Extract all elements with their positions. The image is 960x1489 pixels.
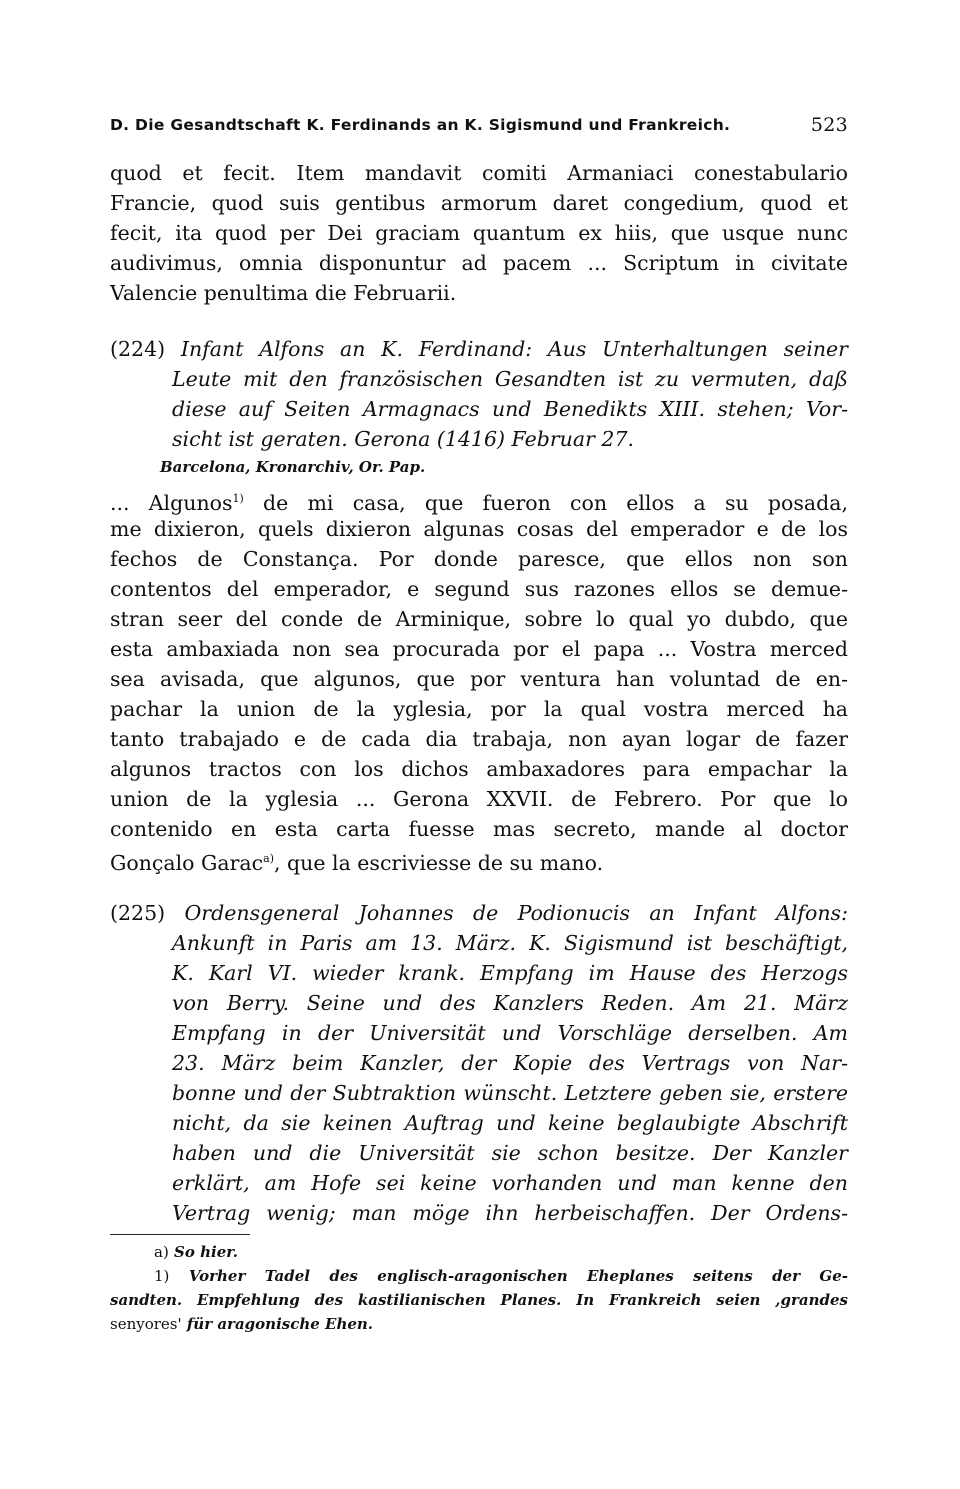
heading-line: Ankunft in Paris am 13. März. K. Sigismund ist beschäftigt, — [172, 931, 848, 955]
text-line-start: Gonçalo Garac — [110, 850, 264, 875]
footnote-a-text: So hier. — [174, 1243, 238, 1261]
doc224-text — [110, 484, 848, 874]
text-line: union de la yglesia ... Gerona XXVII. de Febrero. Por que lo — [110, 787, 848, 811]
heading-line: von Berry. Seine und des Kanzlers Reden. Am 21. März — [172, 991, 848, 1015]
footnotes — [110, 1240, 848, 1336]
text-line-rest: de mi casa, que fueron con ellos a su posada, — [263, 490, 848, 515]
text-line: algunos tractos con los dichos ambaxadores para empachar la — [110, 757, 848, 781]
heading-line: sicht ist geraten. Gerona (1416) Februar 27. — [172, 427, 635, 451]
text-line: Valencie penultima die Februarii. — [110, 281, 457, 305]
heading-line: bonne und der Subtraktion wünscht. Letztere geben sie, erstere — [172, 1081, 848, 1105]
text-line: esta ambaxiada non sea procurada por el papa ... Vostra merced — [110, 637, 848, 661]
doc224-heading — [110, 334, 848, 454]
text-line: Francie, quod suis gentibus armorum daret congedium, quod et — [110, 191, 848, 215]
heading-line: haben und die Universität sie schon besitze. Der Kanzler — [172, 1141, 848, 1165]
footnote-a — [110, 1240, 848, 1264]
footnote-a-mark: a) — [154, 1243, 169, 1261]
heading-line: diese auf Seiten Armagnacs und Benedikts XIII. stehen; Vor- — [172, 397, 848, 421]
archive-source: Barcelona, Kronarchiv, Or. Pap. — [160, 458, 426, 476]
doc225-number: (225) — [110, 901, 166, 925]
heading-line: Empfang in der Universität und Vorschläge derselben. Am — [172, 1021, 848, 1045]
doc225-heading — [110, 898, 848, 1228]
footnote-divider — [110, 1234, 250, 1235]
text-line: sea avisada, que algunos, que por ventura han voluntad de en- — [110, 667, 848, 691]
footnote-1 — [110, 1264, 848, 1288]
text-line: contenido en esta carta fuesse mas secreto, mande al doctor — [110, 817, 848, 841]
text-line: stran seer del conde de Arminique, sobre lo qual yo dubdo, que — [110, 607, 848, 631]
text-line: contentos del emperador, e segund sus razones ellos se demue- — [110, 577, 848, 601]
heading-line: Ordensgeneral Johannes de Podionucis an Infant Alfons: — [184, 901, 848, 925]
text-line: quod et fecit. Item mandavit comiti Armaniaci conestabulario — [110, 161, 848, 185]
heading-line: Infant Alfons an K. Ferdinand: Aus Unterhaltungen seiner — [180, 337, 848, 361]
heading-line: nicht, da sie keinen Auftrag und keine beglaubigte Abschrift — [172, 1111, 848, 1135]
text-line: pachar la union de la yglesia, por la qual vostra merced ha — [110, 697, 848, 721]
doc224-number: (224) — [110, 337, 166, 361]
footnote-marker-a: a) — [263, 852, 274, 865]
text-line: fecit, ita quod per Dei graciam quantum ex hiis, que usque nunc — [110, 221, 848, 245]
text-line: tanto trabajado e de cada dia trabaja, non ayan logar de fazer — [110, 727, 848, 751]
footnote-1-mark: 1) — [154, 1267, 170, 1285]
footnote-marker-1: 1) — [232, 492, 244, 505]
text-line: fechos de Constança. Por donde paresce, que ellos non son — [110, 547, 848, 571]
running-head — [110, 116, 848, 134]
heading-line: erklärt, am Hofe sei keine vorhanden und man kenne den — [172, 1171, 848, 1195]
text-line: me dixieron, quels dixieron algunas cosas del emperador e de los — [110, 517, 848, 541]
footnote-1-line: Vorher Tadel des englisch-aragonischen Eheplanes seitens der Ge- — [188, 1267, 848, 1285]
heading-line: Leute mit den französischen Gesandten ist zu vermuten, daß — [172, 367, 848, 391]
heading-line: K. Karl VI. wieder krank. Empfang im Hause des Herzogs — [172, 961, 848, 985]
page-number: 523 — [810, 114, 848, 136]
heading-line: 23. März beim Kanzler, der Kopie des Vertrags von Nar- — [172, 1051, 848, 1075]
text-line: audivimus, omnia disponuntur ad pacem ... Scriptum in civitate — [110, 251, 848, 275]
footnote-1-roman: senyores' — [110, 1315, 182, 1333]
continuation-text — [110, 158, 848, 308]
running-title: D. Die Gesandtschaft K. Ferdinands an K. Sigismund und Frankreich. — [110, 116, 731, 134]
footnote-1-line: sandten. Empfehlung des kastilianischen Planes. In Frankreich seien ,grandes — [110, 1291, 848, 1309]
text-line-rest: , que la escriviesse de su mano. — [274, 850, 604, 875]
heading-line: Vertrag wenig; man möge ihn herbeischaffen. Der Ordens- — [172, 1201, 848, 1225]
footnote-1-line: für aragonische Ehen. — [186, 1315, 374, 1333]
text-line-start: ... Algunos — [110, 490, 233, 515]
